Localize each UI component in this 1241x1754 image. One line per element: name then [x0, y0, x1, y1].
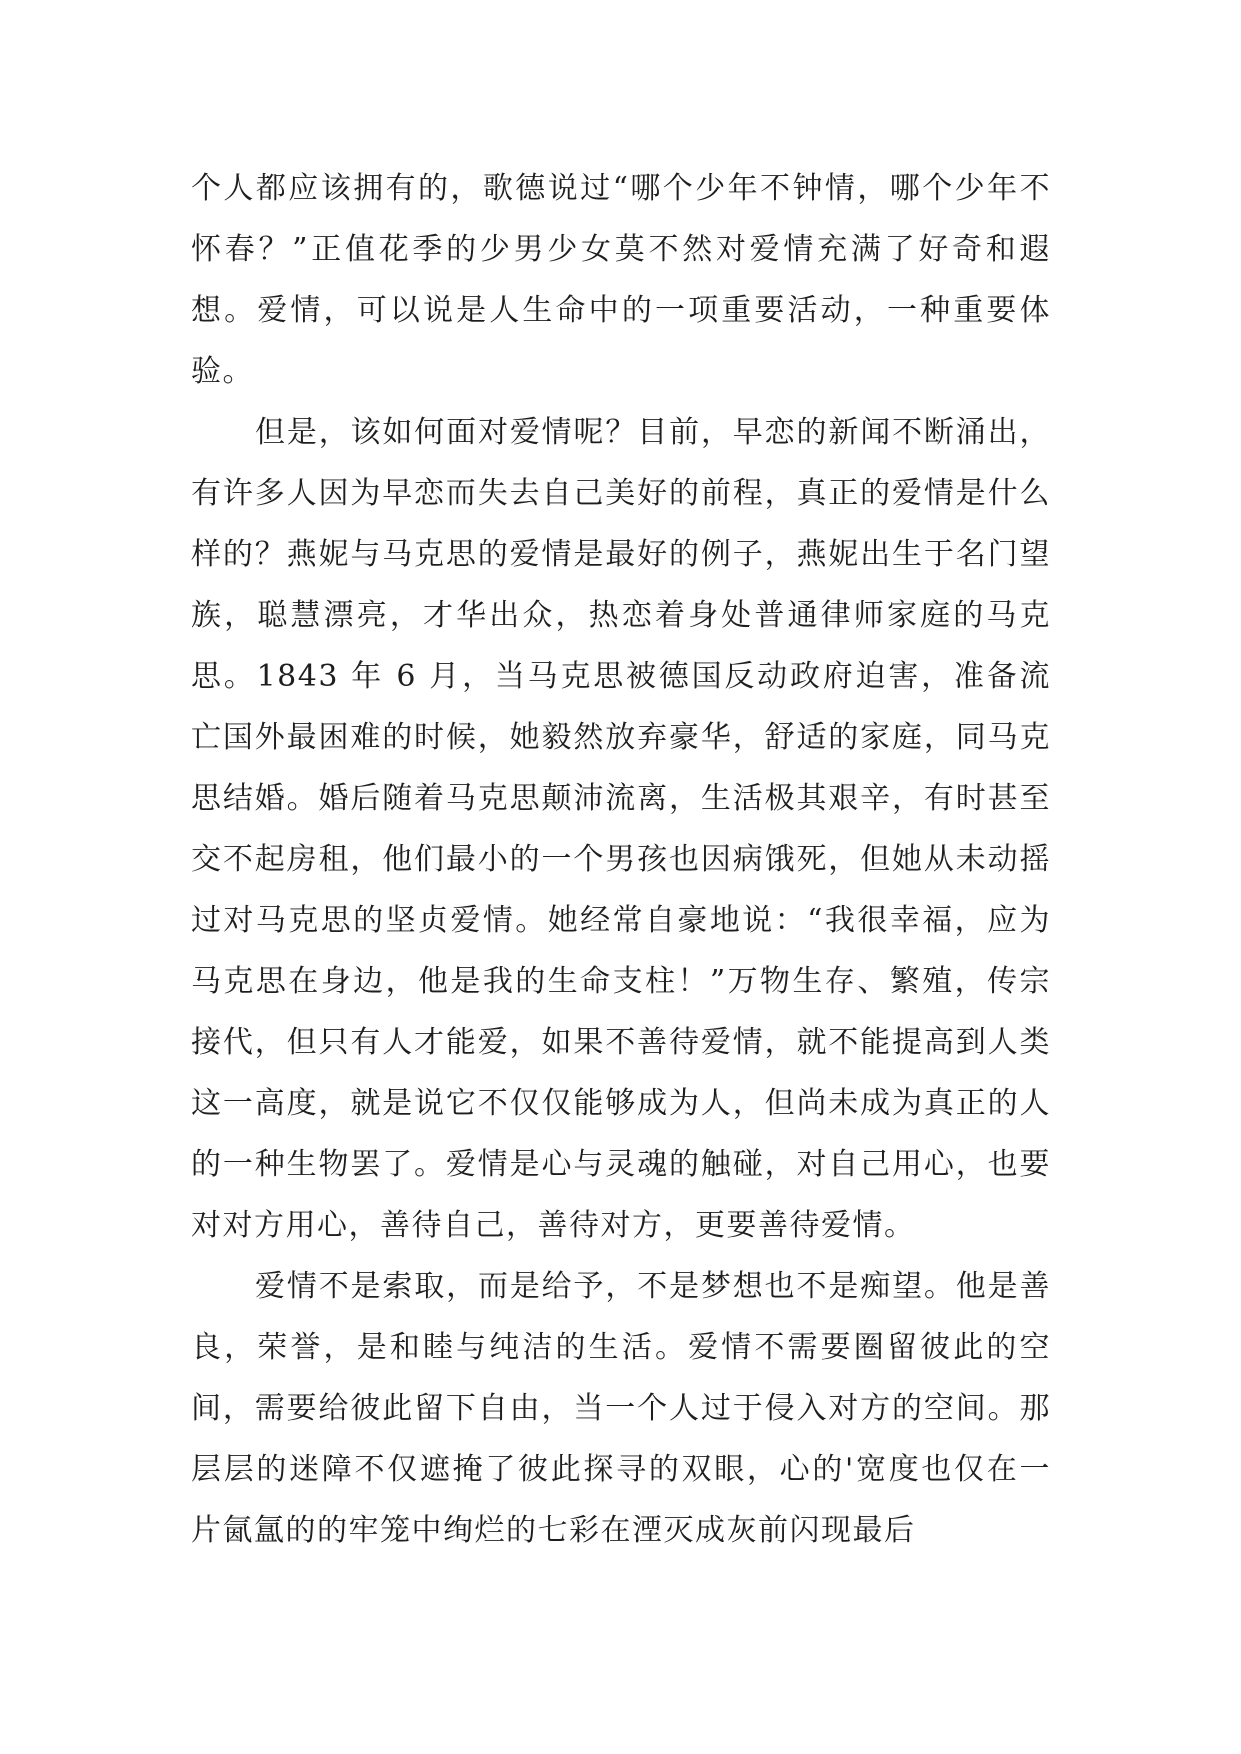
paragraph-1: 个人都应该拥有的，歌德说过“哪个少年不钟情，哪个少年不怀春？”正值花季的少男少女莫不然对爱情充满了好奇和遐想。爱情，可以说是人生命中的一项重要活动，一种重要体验。: [191, 171, 1051, 389]
article-body: [191, 158, 1051, 1561]
paragraph-3: 爱情不是索取，而是给予，不是梦想也不是痴望。他是善良，荣誉，是和睦与纯洁的生活。爱情不需要圈留彼此的空间，需要给彼此留下自由，当一个人过于侵入对方的空间。那层层的迷障不仅遮掩了彼此探寻的双眼，心的'宽度也仅在一片氤氲的的牢笼中绚烂的七彩在湮灭成灰前闪现最后: [191, 1269, 1051, 1548]
paragraph-2: 但是，该如何面对爱情呢？目前，早恋的新闻不断涌出，有许多人因为早恋而失去自己美好的前程，真正的爱情是什么样的？燕妮与马克思的爱情是最好的例子，燕妮出生于名门望族，聪慧漂亮，才华出众，热恋着身处普通律师家庭的马克思。1843 年 6 月，当马克思被德国反动政府迫害，准备流亡国外最困难的时候，她毅然放弃豪华，舒适的家庭，同马克思结婚。婚后随着马克思颠沛流离，生活极其艰辛，有时甚至交不起房租，他们最小的一个男孩也因病饿死，但她从未动摇过对马克思的坚贞爱情。她经常自豪地说：“我很幸福，应为马克思在身边，他是我的生命支柱！”万物生存、繁殖，传宗接代，但只有人才能爱，如果不善待爱情，就不能提高到人类这一高度，就是说它不仅仅能够成为人，但尚未成为真正的人的一种生物罢了。爱情是心与灵魂的触碰，对自己用心，也要对对方用心，善待自己，善待对方，更要善待爱情。: [191, 415, 1051, 1243]
